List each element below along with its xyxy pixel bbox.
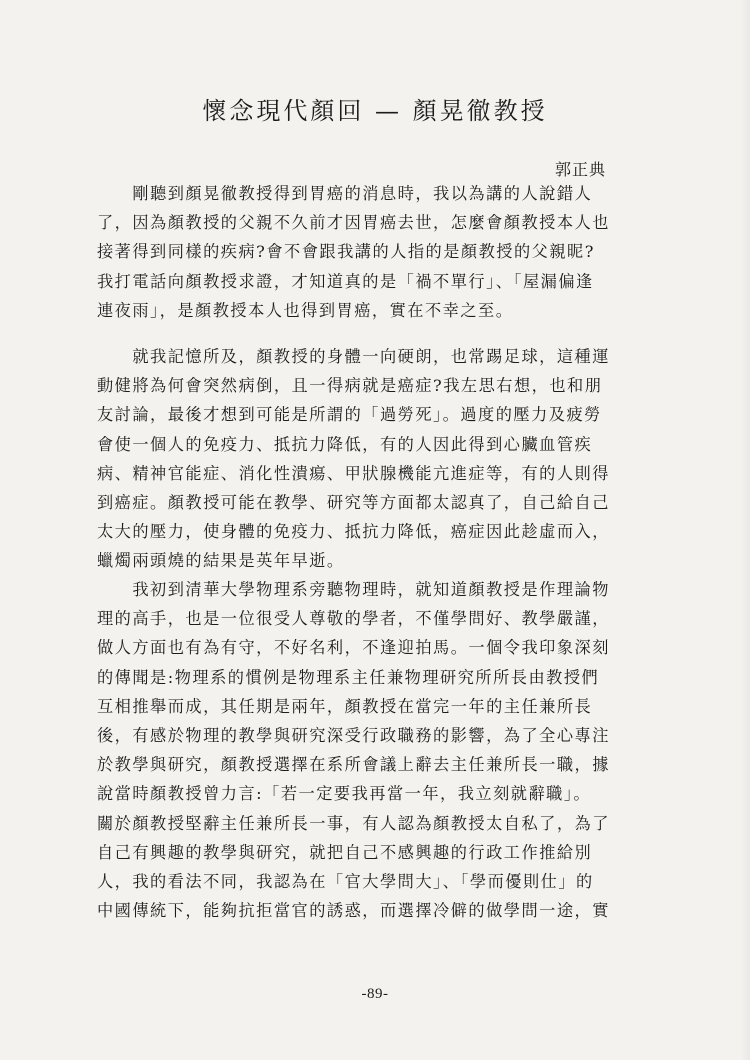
text-line: 的傳聞是:物理系的慣例是物理系主任兼物理研究所所長由教授們	[97, 667, 600, 687]
text-line: 到癌症。顏教授可能在教學、研究等方面都太認真了，自己給自己	[97, 492, 610, 512]
text-line: 就我記憶所及，顏教授的身體一向硬朗，也常踢足球，這種運	[97, 347, 610, 366]
text-line: 剛聽到顏晃徹教授得到胃癌的消息時，我以為講的人說錯人	[97, 184, 593, 203]
text-line: 蠟燭兩頭燒的結果是英年早逝。	[97, 551, 345, 571]
page-number: -89-	[361, 986, 389, 1002]
text-line: 太大的壓力，使身體的免疫力、抵抗力降低，癌症因此趁虛而入，	[97, 522, 610, 542]
text-line: 人，我的看法不同，我認為在「官大學問大」、「學而優則仕」的	[97, 871, 594, 891]
text-line: 做人方面也有為有守，不好名利，不逢迎拍馬。一個令我印象深刻	[97, 638, 610, 658]
text-line: 我打電話向顏教授求證，才知道真的是「禍不單行」、「屋漏偏逢	[97, 271, 594, 291]
article-title: 懷念現代顏回 — 顏晃徹教授	[202, 97, 548, 125]
text-line: 中國傳統下，能夠抗拒當官的誘惑，而選擇冷僻的做學問一途，實	[97, 901, 610, 921]
text-line: 說當時顏教授曾力言:「若一定要我再當一年，我立刻就辭職」。	[97, 784, 592, 804]
text-line: 連夜雨」，是顏教授本人也得到胃癌，實在不幸之至。	[97, 300, 514, 320]
text-line: 互相推舉而成，其任期是兩年，顏教授在當完一年的主任兼所長	[97, 696, 593, 716]
text-line: 於教學與研究，顏教授選擇在系所會議上辭去主任兼所長一職，據	[97, 755, 610, 775]
text-line: 會使一個人的免疫力、抵抗力降低，有的人因此得到心臟血管疾	[97, 434, 593, 454]
text-line: 自己有興趣的教學與研究，就把自己不感興趣的行政工作推給別	[97, 842, 593, 862]
text-line: 友討論，最後才想到可能是所謂的「過勞死」。過度的壓力及疲勞	[97, 405, 602, 425]
author-name: 郭正典	[555, 160, 607, 179]
text-line: 我初到清華大學物理系旁聽物理時，就知道顏教授是作理論物	[97, 580, 610, 599]
text-line: 接著得到同樣的疾病?會不會跟我講的人指的是顏教授的父親昵?	[97, 242, 595, 262]
text-line: 關於顏教授堅辭主任兼所長一事，有人認為顏教授太自私了，為了	[97, 813, 610, 833]
scan-edge-shadow	[740, 0, 750, 1060]
paragraph-2	[97, 342, 610, 576]
text-line: 後，有感於物理的教學與研究深受行政職務的影響，為了全心專注	[97, 725, 610, 745]
text-line: 理的高手，也是一位很受人尊敬的學者，不僅學問好、教學嚴謹，	[97, 609, 610, 629]
text-line: 病、精神官能症、消化性潰瘍、甲狀腺機能亢進症等，有的人則得	[97, 463, 610, 483]
text-line: 了，因為顏教授的父親不久前才因胃癌去世，怎麼會顏教授本人也	[97, 213, 610, 233]
paragraph-3	[97, 575, 610, 925]
paragraph-1	[97, 179, 610, 325]
text-line: 動健將為何會突然病倒，且一得病就是癌症?我左思右想，也和朋	[97, 376, 603, 396]
